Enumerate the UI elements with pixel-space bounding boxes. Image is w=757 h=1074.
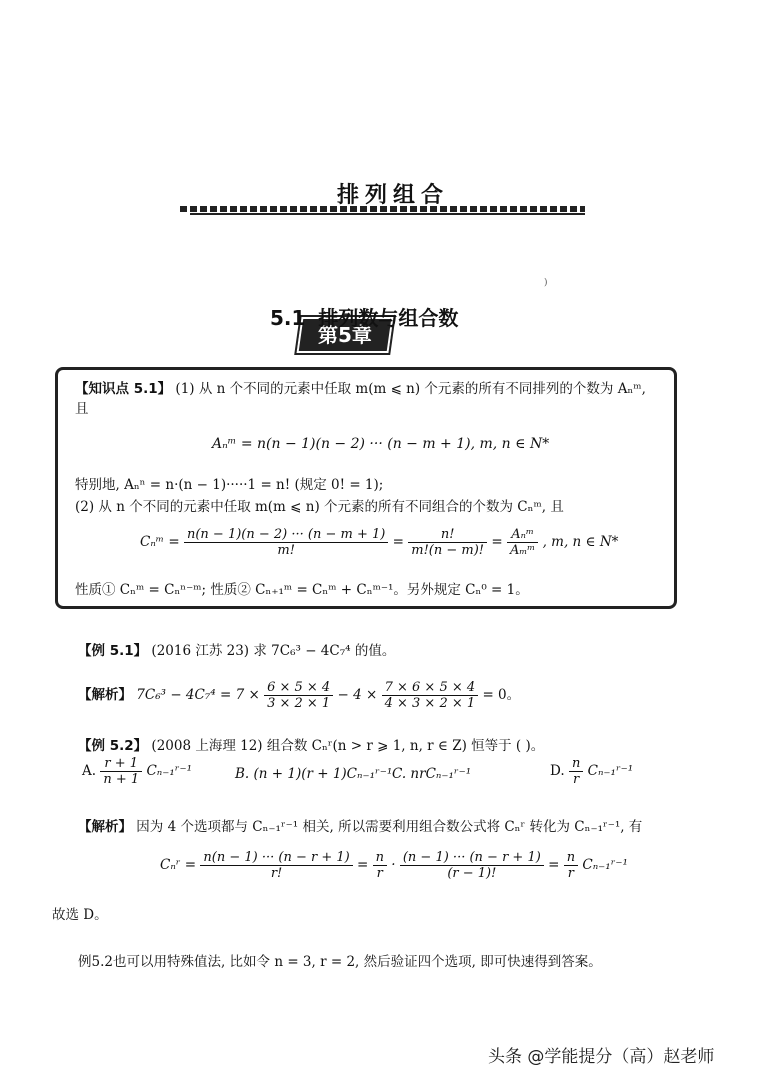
fraction: [400, 850, 544, 881]
fraction-numerator: n: [569, 756, 583, 772]
option-label: A.: [82, 763, 97, 779]
fraction: [100, 756, 142, 787]
fraction: [264, 680, 333, 711]
solution-lhs: 7C₆³ − 4C₇⁴ = 7 ×: [136, 687, 260, 703]
fraction-denominator: r: [567, 866, 574, 881]
chapter-rule-line: [190, 213, 585, 215]
option-tail: Cₙ₋₁ʳ⁻¹: [587, 763, 634, 779]
knowledge-line-3: (2) 从 n 个不同的元素中任取 m(m ⩽ n) 个元素的所有不同组合的个数为 Cₙᵐ, 且: [75, 499, 564, 515]
solution-tag: 【解析】: [78, 687, 132, 703]
formula-lhs: Cₙᵐ =: [140, 534, 180, 550]
dot-operator: ·: [391, 857, 396, 873]
fraction-numerator: 6 × 5 × 4: [264, 680, 333, 696]
fraction-numerator: r + 1: [100, 756, 142, 772]
fraction-numerator: n(n − 1) ··· (n − r + 1): [200, 850, 352, 866]
fraction: [373, 850, 387, 881]
stray-mark: ): [544, 278, 548, 288]
permutation-formula: Aₙᵐ = n(n − 1)(n − 2) ··· (n − m + 1), m, n ∈ N*: [212, 436, 550, 452]
fraction-denominator: r: [376, 866, 383, 881]
equals-sign: =: [491, 534, 503, 550]
example-tag: 【例 5.2】: [78, 738, 148, 754]
solution-5-2-formula: [160, 850, 628, 881]
note: 例5.2也可以用特殊值法, 比如令 n = 3, r = 2, 然后验证四个选项, 即可快速得到答案。: [78, 954, 602, 970]
fraction-denominator: 3 × 2 × 1: [267, 696, 331, 711]
fraction-numerator: n!: [408, 527, 487, 543]
chapter-title: 排列组合: [337, 183, 450, 208]
fraction-numerator: 7 × 6 × 5 × 4: [382, 680, 479, 696]
example-text: (2016 江苏 23) 求 7C₆³ − 4C₇⁴ 的值。: [151, 643, 396, 659]
solution-tag: 【解析】: [78, 819, 132, 835]
fraction-numerator: n: [564, 850, 578, 866]
knowledge-line-4: 性质① Cₙᵐ = Cₙⁿ⁻ᵐ; 性质② Cₙ₊₁ᵐ = Cₙᵐ + Cₙᵐ⁻¹。另外规定 Cₙ⁰ = 1。: [75, 582, 529, 598]
example-text: (2008 上海理 12) 组合数 Cₙʳ(n > r ⩾ 1, n, r ∈ Z) 恒等于 ( )。: [151, 738, 545, 754]
fraction: [184, 527, 388, 558]
conclusion: 故选 D。: [52, 907, 108, 923]
formula-tail: , m, n ∈ N*: [542, 534, 619, 550]
equals-sign: =: [548, 857, 560, 873]
fraction-denominator: r: [573, 772, 580, 787]
chapter-label: 第5章: [296, 317, 393, 353]
solution-5-1: [78, 680, 520, 711]
combination-formula: [140, 527, 618, 558]
option-tail: Cₙ₋₁ʳ⁻¹: [146, 763, 193, 779]
fraction: [507, 527, 538, 558]
watermark: 头条 @学能提分（高）赵老师: [488, 1047, 715, 1067]
fraction-denominator: r!: [270, 866, 283, 881]
knowledge-line-1: [75, 377, 646, 397]
option-label: D.: [550, 763, 565, 779]
equals-sign: =: [356, 857, 369, 873]
knowledge-text-1: (1) 从 n 个不同的元素中任取 m(m ⩽ n) 个元素的所有不同排列的个数为 Aₙᵐ,: [175, 381, 646, 397]
fraction-denominator: m!: [277, 543, 295, 558]
fraction-denominator: Aₘᵐ: [509, 543, 536, 558]
example-tag: 【例 5.1】: [78, 643, 148, 659]
option-b: B. (n + 1)(r + 1)Cₙ₋₁ʳ⁻¹: [235, 766, 393, 782]
fraction: [564, 850, 578, 881]
knowledge-tag: 【知识点 5.1】: [75, 381, 172, 397]
example-5-2: [78, 734, 544, 754]
option-c: C. nrCₙ₋₁ʳ⁻¹: [392, 766, 472, 782]
solution-text: 因为 4 个选项都与 Cₙ₋₁ʳ⁻¹ 相关, 所以需要利用组合数公式将 Cₙʳ 转化为 Cₙ₋₁ʳ⁻¹, 有: [136, 819, 643, 835]
fraction-numerator: n(n − 1)(n − 2) ··· (n − m + 1): [184, 527, 388, 543]
section-title: 5.1 排列数与组合数: [270, 306, 459, 330]
fraction: [569, 756, 583, 787]
fraction-denominator: n + 1: [103, 772, 140, 787]
fraction: [200, 850, 352, 881]
equals-sign: =: [392, 534, 404, 550]
fraction-denominator: m!(n − m)!: [411, 543, 485, 558]
option-d: [550, 756, 633, 787]
fraction-numerator: Aₙᵐ: [507, 527, 538, 543]
knowledge-line-1b: 且: [75, 401, 89, 417]
solution-tail: = 0。: [482, 687, 521, 703]
fraction-denominator: (r − 1)!: [447, 866, 497, 881]
fraction-numerator: n: [373, 850, 387, 866]
knowledge-line-2: 特别地, Aₙⁿ = n·(n − 1)·····1 = n! (规定 0! = 1);: [75, 477, 384, 493]
solution-mid: − 4 ×: [337, 687, 378, 703]
formula-lhs: Cₙʳ =: [160, 857, 197, 873]
fraction: [382, 680, 479, 711]
fraction: [408, 527, 487, 558]
formula-tail: Cₙ₋₁ʳ⁻¹: [582, 857, 628, 873]
solution-5-2: [78, 815, 642, 835]
fraction-denominator: 4 × 3 × 2 × 1: [384, 696, 476, 711]
option-a: [82, 756, 192, 787]
fraction-numerator: (n − 1) ··· (n − r + 1): [400, 850, 544, 866]
example-5-1: [78, 639, 395, 659]
